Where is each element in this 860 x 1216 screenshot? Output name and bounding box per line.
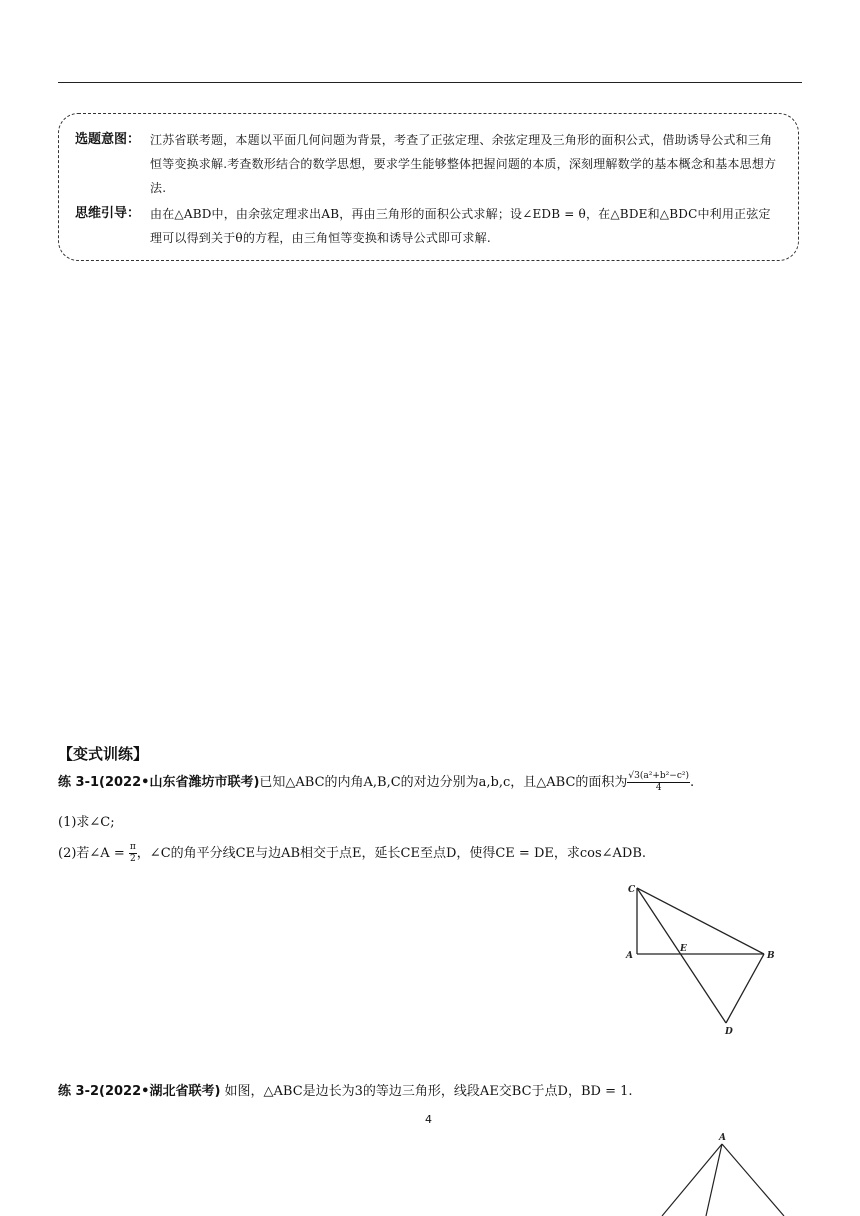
figure-equilateral-triangle [660, 1128, 790, 1216]
figure2-label-a: A [719, 1133, 726, 1143]
pi-over-2-fraction: $\frac{\pi}{2}$ [129, 842, 136, 864]
question-3-1-part-2: (2)若∠A = $\frac{\pi}{2}$ ，∠C的角平分线CE与边AB相交于点E，延长CE至点D，使得CE = DE，求cos∠ADB. [58, 842, 647, 864]
figure1-label-e: E [680, 944, 687, 954]
guide-text: 由在△ABD中，由余弦定理求出AB，再由三角形的面积公式求解；设∠EDB = θ，在△BDE和△BDC中利用正弦定理可以得到关于θ的方程，由三角恒等变换和诱导公式即可求解. [150, 207, 771, 245]
section-heading: 【变式训练】 [58, 745, 149, 763]
question-3-1-part-1: (1)求∠C; [58, 815, 115, 830]
figure1-label-b: B [767, 951, 775, 961]
page-number: 4 [425, 1113, 432, 1126]
guide-label: 思维引导： [75, 206, 141, 221]
question-3-1-prefix: 练 3-1(2022•山东省潍坊市联考) [58, 775, 260, 790]
question-3-2-prefix: 练 3-2(2022•湖北省联考) [58, 1084, 221, 1099]
figure1-label-c: C [628, 885, 636, 895]
intent-label: 选题意图： [75, 132, 141, 147]
question-3-2-body: 如图，△ABC是边长为3的等边三角形，线段AE交BC于点D，BD = 1. [224, 1084, 633, 1099]
question-3-2 [58, 1080, 633, 1099]
intent-text: 江苏省联考题，本题以平面几何问题为背景，考查了正弦定理、余弦定理及三角形的面积公式，借助诱导公式和三角恒等变换求解.考查数形结合的数学思想，要求学生能够整体把握问题的本质，深刻理解数学的基本概念和基本思想方法. [150, 133, 777, 195]
figure1-label-a: A [626, 951, 633, 961]
header-rule [58, 82, 802, 83]
question-3-1: 练 3-1(2022•山东省潍坊市联考)已知△ABC的内角A,B,C的对边分别为a,b,c，且△ABC的面积为 $\frac{\text{√3(a²+b²−c²)}}{4}$ . [58, 771, 695, 793]
figure1-label-d: D [725, 1027, 733, 1037]
question-3-1-body: 已知△ABC的内角A,B,C的对边分别为a,b,c，且△ABC的面积为 [259, 775, 628, 790]
figure-triangle-abcd [618, 878, 788, 1038]
area-fraction: $\frac{\text{√3(a²+b²−c²)}}{4}$ [628, 771, 689, 793]
